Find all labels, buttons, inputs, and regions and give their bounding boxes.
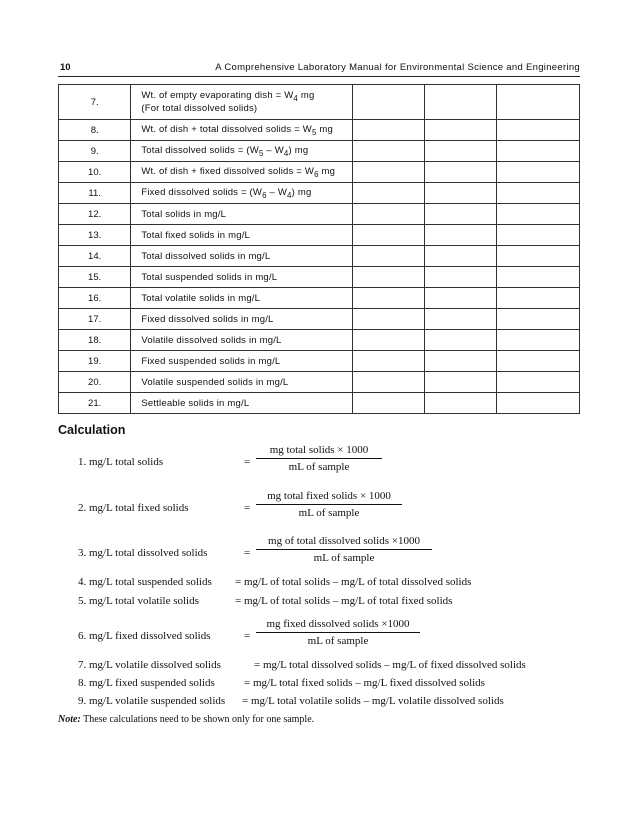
formula-label: 4. mg/L total suspended solids	[78, 576, 212, 588]
observation-table	[58, 84, 580, 414]
serial-number-cell: 10.	[59, 162, 131, 183]
entry-cell-2[interactable]	[425, 309, 497, 330]
description-text	[141, 377, 288, 388]
formula-label: 9. mg/L volatile suspended solids	[78, 695, 226, 707]
entry-cell-1[interactable]	[352, 288, 424, 309]
denominator: mL of sample	[298, 507, 360, 519]
equals-sign: =	[244, 456, 251, 468]
serial-number-cell: 9.	[59, 141, 131, 162]
entry-cell-1[interactable]	[352, 204, 424, 225]
description-cell	[131, 141, 353, 162]
entry-cell-1[interactable]	[352, 267, 424, 288]
table-row	[59, 372, 580, 393]
table-row	[59, 141, 580, 162]
note-text: These calculations need to be shown only for one sample.	[80, 714, 315, 725]
description-text	[141, 356, 280, 367]
fraction-bar	[256, 504, 402, 505]
equals-sign: =	[244, 547, 251, 559]
text-segment: mg	[316, 123, 333, 135]
text-segment: ) mg	[288, 144, 309, 156]
numerator: mg total fixed solids × 1000	[267, 490, 391, 502]
entry-cell-3[interactable]	[497, 309, 580, 330]
description-cell	[131, 85, 353, 120]
text-segment: Volatile suspended solids in mg/L	[141, 376, 289, 388]
fraction-bar	[256, 632, 420, 633]
table-row	[59, 246, 580, 267]
serial-number-cell: 13.	[59, 225, 131, 246]
description-cell	[131, 225, 353, 246]
description-text	[141, 145, 308, 156]
entry-cell-2[interactable]	[425, 372, 497, 393]
entry-cell-2[interactable]	[425, 267, 497, 288]
note-label: Note:	[58, 714, 81, 725]
formula-label: 3. mg/L total dissolved solids	[78, 547, 208, 559]
description-cell	[131, 309, 353, 330]
table-row	[59, 330, 580, 351]
equals-sign: =	[244, 502, 251, 514]
entry-cell-2[interactable]	[425, 351, 497, 372]
text-segment: Settleable solids in mg/L	[141, 397, 250, 409]
denominator: mL of sample	[313, 552, 375, 564]
table-row	[59, 120, 580, 141]
entry-cell-3[interactable]	[497, 183, 580, 204]
table-row	[59, 351, 580, 372]
text-segment: Wt. of dish + total dissolved solids = W	[141, 123, 312, 135]
description-cell	[131, 372, 353, 393]
description-text	[141, 230, 250, 241]
table-row	[59, 309, 580, 330]
entry-cell-3[interactable]	[497, 267, 580, 288]
description-cell	[131, 246, 353, 267]
formula-rhs: = mg/L of total solids – mg/L of total dissolved solids	[235, 576, 472, 588]
serial-number-cell: 15.	[59, 267, 131, 288]
table-row	[59, 85, 580, 120]
entry-cell-1[interactable]	[352, 372, 424, 393]
table-row	[59, 183, 580, 204]
subscript: 4	[293, 93, 299, 103]
fraction-bar	[256, 549, 432, 550]
entry-cell-2[interactable]	[425, 393, 497, 414]
table-row	[59, 162, 580, 183]
serial-number-cell: 20.	[59, 372, 131, 393]
formula-label: 8. mg/L fixed suspended solids	[78, 677, 215, 689]
entry-cell-1[interactable]	[352, 330, 424, 351]
text-segment: Total solids in mg/L	[141, 208, 227, 220]
formula-rhs: = mg/L total volatile solids – mg/L volatile dissolved solids	[242, 695, 504, 707]
subscript: 5	[258, 148, 264, 158]
subscript: 4	[287, 190, 292, 200]
serial-number-cell: 12.	[59, 204, 131, 225]
header-rule	[58, 76, 580, 77]
text-segment: Total fixed solids in mg/L	[141, 229, 251, 241]
description-text	[141, 398, 249, 409]
fraction	[256, 444, 382, 473]
serial-number-cell: 11.	[59, 183, 131, 204]
description-text	[141, 166, 335, 177]
entry-cell-2[interactable]	[425, 183, 497, 204]
description-text	[141, 187, 311, 198]
entry-cell-3[interactable]	[497, 141, 580, 162]
denominator: mL of sample	[307, 635, 369, 647]
text-segment: Wt. of empty evaporating dish = W	[141, 90, 294, 102]
serial-number-cell: 14.	[59, 246, 131, 267]
entry-cell-2[interactable]	[425, 246, 497, 267]
text-segment: – W	[263, 144, 284, 156]
entry-cell-1[interactable]	[352, 393, 424, 414]
text-segment: mg	[298, 90, 315, 102]
text-segment: Wt. of dish + fixed dissolved solids = W	[141, 165, 315, 177]
subscript: 6	[314, 169, 319, 179]
fraction-bar	[256, 458, 382, 459]
description-line-2: (For total dissolved solids)	[141, 102, 258, 114]
formula-rhs: = mg/L total dissolved solids – mg/L of fixed dissolved solids	[254, 659, 526, 671]
running-title: A Comprehensive Laboratory Manual for Environmental Science and Engineering	[215, 62, 580, 73]
subscript: 5	[311, 127, 317, 137]
formula-label: 7. mg/L volatile dissolved solids	[78, 659, 221, 671]
text-segment: Fixed suspended solids in mg/L	[141, 355, 281, 367]
entry-cell-2[interactable]	[425, 120, 497, 141]
text-segment: ) mg	[291, 186, 312, 198]
formula-label: 5. mg/L total volatile solids	[78, 595, 199, 607]
footnote	[58, 714, 314, 725]
entry-cell-2[interactable]	[425, 225, 497, 246]
formula-label: 2. mg/L total fixed solids	[78, 502, 189, 514]
description-cell	[131, 204, 353, 225]
entry-cell-2[interactable]	[425, 330, 497, 351]
fraction	[256, 490, 402, 519]
entry-cell-3[interactable]	[497, 120, 580, 141]
entry-cell-1[interactable]	[352, 246, 424, 267]
text-segment: Total dissolved solids in mg/L	[141, 250, 271, 262]
entry-cell-1[interactable]	[352, 120, 424, 141]
page-header	[58, 61, 580, 75]
description-cell	[131, 351, 353, 372]
entry-cell-1[interactable]	[352, 351, 424, 372]
entry-cell-3[interactable]	[497, 393, 580, 414]
numerator: mg fixed dissolved solids ×1000	[266, 618, 410, 630]
description-text	[141, 124, 333, 135]
entry-cell-2[interactable]	[425, 141, 497, 162]
numerator: mg total solids × 1000	[269, 444, 369, 456]
description-cell	[131, 288, 353, 309]
description-text	[141, 272, 277, 283]
formula-rhs: = mg/L of total solids – mg/L of total fixed solids	[235, 595, 453, 607]
entry-cell-3[interactable]	[497, 351, 580, 372]
text-segment: Fixed dissolved solids = (W	[141, 186, 263, 198]
text-segment: mg	[318, 165, 336, 177]
numerator: mg of total dissolved solids ×1000	[268, 535, 420, 547]
subscript: 6	[262, 190, 267, 200]
text-segment: Total dissolved solids = (W	[141, 144, 259, 156]
serial-number-cell: 19.	[59, 351, 131, 372]
fraction	[256, 535, 432, 564]
text-segment: – W	[266, 186, 288, 198]
description-cell	[131, 162, 353, 183]
calculation-heading: Calculation	[58, 423, 126, 437]
formula-rhs: = mg/L total fixed solids – mg/L fixed dissolved solids	[244, 677, 485, 689]
description-text	[141, 335, 281, 346]
entry-cell-3[interactable]	[497, 372, 580, 393]
serial-number-cell: 7.	[59, 85, 131, 120]
text-segment: Total suspended solids in mg/L	[141, 271, 278, 283]
description-text	[141, 209, 226, 220]
description-text	[141, 293, 260, 304]
denominator: mL of sample	[288, 461, 350, 473]
table-row	[59, 393, 580, 414]
equals-sign: =	[244, 630, 251, 642]
entry-cell-1[interactable]	[352, 141, 424, 162]
entry-cell-3[interactable]	[497, 330, 580, 351]
entry-cell-1[interactable]	[352, 162, 424, 183]
entry-cell-2[interactable]	[425, 162, 497, 183]
page-number: 10	[60, 62, 71, 73]
serial-number-cell: 16.	[59, 288, 131, 309]
entry-cell-2[interactable]	[425, 288, 497, 309]
description-text	[141, 314, 273, 325]
table-row	[59, 267, 580, 288]
entry-cell-1[interactable]	[352, 225, 424, 246]
serial-number-cell: 8.	[59, 120, 131, 141]
formula-label: 6. mg/L fixed dissolved solids	[78, 630, 211, 642]
entry-cell-3[interactable]	[497, 162, 580, 183]
entry-cell-3[interactable]	[497, 246, 580, 267]
fraction	[256, 618, 420, 647]
text-segment: Fixed dissolved solids in mg/L	[141, 313, 274, 325]
entry-cell-2[interactable]	[425, 85, 497, 120]
description-cell	[131, 183, 353, 204]
entry-cell-3[interactable]	[497, 225, 580, 246]
entry-cell-1[interactable]	[352, 183, 424, 204]
entry-cell-1[interactable]	[352, 85, 424, 120]
entry-cell-3[interactable]	[497, 288, 580, 309]
description-text	[141, 90, 314, 101]
serial-number-cell: 18.	[59, 330, 131, 351]
subscript: 4	[283, 148, 289, 158]
entry-cell-2[interactable]	[425, 204, 497, 225]
entry-cell-3[interactable]	[497, 204, 580, 225]
serial-number-cell: 21.	[59, 393, 131, 414]
formula-label: 1. mg/L total solids	[78, 456, 164, 468]
text-segment: Volatile dissolved solids in mg/L	[141, 334, 282, 346]
description-text	[141, 251, 270, 262]
table-row	[59, 288, 580, 309]
table-row	[59, 225, 580, 246]
entry-cell-3[interactable]	[497, 85, 580, 120]
description-cell	[131, 120, 353, 141]
table-row	[59, 204, 580, 225]
description-cell	[131, 393, 353, 414]
text-segment: Total volatile solids in mg/L	[141, 292, 261, 304]
description-cell	[131, 330, 353, 351]
entry-cell-1[interactable]	[352, 309, 424, 330]
description-cell	[131, 267, 353, 288]
serial-number-cell: 17.	[59, 309, 131, 330]
